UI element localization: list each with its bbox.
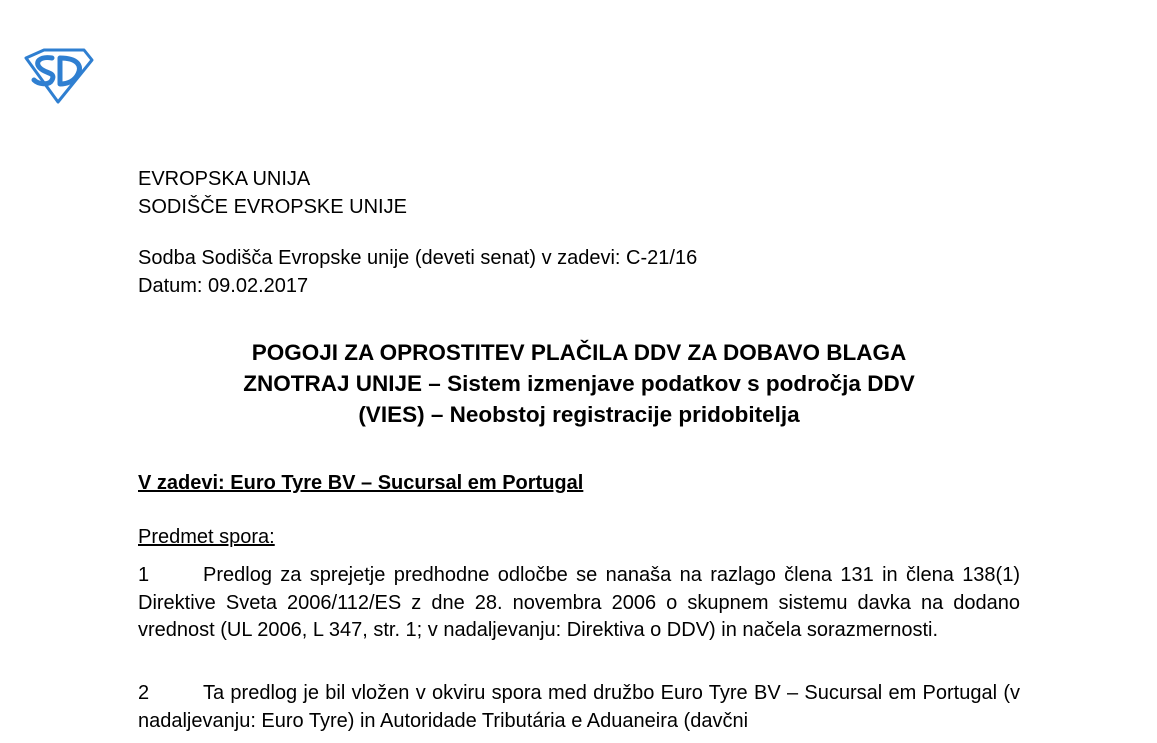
company-logo-icon (22, 48, 94, 104)
paragraph-text: Ta predlog je bil vložen v okviru spora med družbo Euro Tyre BV – Sucursal em Portugal (v nadaljevanju: Euro Tyre) in Autoridade Tributária e Aduaneira (davčni (138, 682, 1020, 732)
paragraph-2 (138, 680, 1020, 735)
title-line-3: (VIES) – Neobstoj registracije pridobitelja (358, 402, 800, 427)
paragraph-number: 1 (138, 564, 150, 586)
header-line-eu: EVROPSKA UNIJA (138, 168, 311, 190)
judgment-reference: Sodba Sodišča Evropske unije (deveti senat) v zadevi: C-21/16 (138, 247, 698, 269)
subject-heading: Predmet spora: (138, 526, 275, 548)
paragraph-text: Predlog za sprejetje predhodne odločbe se nanaša na razlago člena 131 in člena 138(1) Direktive Sveta 2006/112/ES z dne 28. novembra 2006 o skupnem sistemu davka na dodano vrednost (UL 2006, L 347, str. 1; v nadaljevanju: Direktiva o DDV) in načela sorazmernosti. (138, 564, 1020, 641)
title-line-1: POGOJI ZA OPROSTITEV PLAČILA DDV ZA DOBAVO BLAGA (251, 340, 907, 365)
paragraph-number: 2 (138, 682, 150, 704)
document-title (138, 337, 1020, 430)
case-heading: V zadevi: Euro Tyre BV – Sucursal em Portugal (138, 472, 584, 494)
paragraph-1 (138, 562, 1020, 645)
judgment-date: Datum: 09.02.2017 (138, 275, 309, 297)
header-line-court: SODIŠČE EVROPSKE UNIJE (138, 196, 407, 218)
title-line-2: ZNOTRAJ UNIJE – Sistem izmenjave podatkov s področja DDV (243, 371, 915, 396)
court-header (138, 165, 407, 221)
judgment-info (138, 244, 697, 300)
